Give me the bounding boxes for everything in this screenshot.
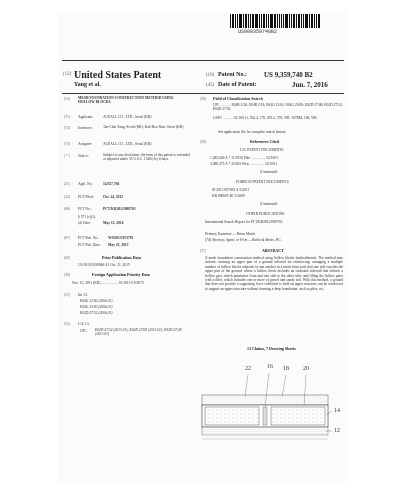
barcode-bar — [263, 14, 265, 28]
pct-pub-no: WO2013/073781 — [108, 236, 134, 240]
pct-filed-label: PCT Filed: — [78, 195, 94, 199]
code-57: (57) — [200, 249, 206, 253]
patent-date: Jun. 7, 2016 — [292, 81, 328, 89]
code-10: (10) — [206, 73, 215, 78]
int-cl-row-1: E04G 21/00 (2006.01) — [80, 299, 113, 303]
hollow-blocks — [202, 405, 328, 427]
barcode — [230, 14, 320, 28]
us-ref-row-1: 1,285,646 A * 11/1918 Pike ................ 52/169.1 — [210, 156, 279, 160]
fig-label-14: 14 — [334, 408, 340, 414]
pct-no-label: PCT No.: — [78, 207, 92, 211]
barcode-bar — [243, 14, 244, 28]
abstract-title: ABSTRACT — [262, 248, 284, 253]
applicant-label: Applicant: — [78, 115, 94, 119]
code-12: (12) — [63, 72, 72, 77]
foreign-priority-title: Foreign Application Priority Data — [92, 272, 150, 277]
fig-label-22: 22 — [245, 366, 251, 372]
patent-number: US 9,359,740 B2 — [264, 71, 313, 79]
code-45: (45) — [206, 83, 215, 88]
appl-no-value: 14/357,766 — [103, 182, 120, 186]
pct-pub-no-label: PCT Pub. No.: — [78, 236, 100, 240]
code-65: (65) — [64, 256, 70, 260]
document-title: United States Patent — [74, 70, 162, 81]
continued-1: (Continued) — [260, 170, 278, 174]
us-cl-label: U.S. Cl. — [78, 322, 90, 326]
code-51: (51) — [64, 293, 70, 297]
us-patent-docs-title: U.S. PATENT DOCUMENTS — [240, 148, 284, 152]
code-notice: ( * ) — [64, 154, 70, 158]
barcode-bar — [268, 14, 269, 28]
foundation-layer — [202, 395, 328, 405]
barcode-bar — [285, 14, 288, 28]
other-pub-row: International Search Report for PCT/KR2012/008765. — [205, 220, 284, 224]
barcode-bar — [274, 14, 276, 28]
prior-pub-title: Prior Publication Data — [102, 255, 141, 260]
barcode-bar — [311, 14, 313, 28]
code-56: (56) — [200, 140, 206, 144]
barcode-bar — [261, 14, 262, 28]
pct-filed-value: Oct. 24, 2012 — [103, 195, 123, 199]
code-86: (86) — [64, 207, 70, 211]
invention-title: MESH FOUNDATION CONSTRUCTION METHOD USING HOLLOW BLOCKS — [78, 96, 174, 105]
barcode-bar — [232, 14, 234, 28]
barcode-number: US009359740B2 — [238, 29, 278, 35]
barcode-bar — [296, 14, 297, 28]
barcode-bar — [270, 14, 273, 28]
s371-date-label: (2) Date: — [78, 221, 91, 225]
code-21: (21) — [64, 182, 70, 186]
s371-label: § 371 (c)(1), — [78, 215, 97, 219]
field-uspc: USPC ........... 52/169.11, 562.4, 170, 293.2, 379, 505, 167RM, 168, 586 — [213, 116, 317, 120]
code-71: (71) — [64, 115, 70, 119]
barcode-bar — [314, 14, 315, 28]
code-58: (58) — [200, 97, 206, 101]
barcode-bar — [266, 14, 267, 28]
pct-no-value: PCT/KR2012/008765 — [103, 207, 136, 211]
foreign-row-1: JP 2011-097693 A 5/2011 — [212, 188, 250, 192]
pct-pub-date-label: PCT Pub. Date: — [78, 243, 101, 247]
barcode-bar — [250, 14, 251, 28]
applicant-value: ACEALL CO., LTD., Seoul (KR) — [103, 115, 152, 119]
int-cl-row-2: E04G 23/00 (2006.01) — [80, 305, 113, 309]
date-label: Date of Patent: — [218, 82, 257, 88]
int-cl-label: Int. Cl. — [78, 293, 89, 297]
header-rule-top — [62, 60, 344, 61]
barcode-bar — [293, 14, 295, 28]
barcode-bar — [309, 14, 310, 28]
barcode-bar — [239, 14, 242, 28]
code-87: (87) — [64, 236, 70, 240]
code-52: (52) — [64, 322, 70, 326]
s371-date: May 12, 2014 — [103, 221, 124, 225]
barcode-bar — [305, 14, 308, 28]
attorney: (74) Attorney, Agent, or Firm — Rabin & Berdo, P.C. — [205, 238, 282, 242]
foreign-row-2: KR 890605 B1 3/2009 — [212, 194, 245, 198]
abstract-text: A mesh foundation construction method using hollow blocks (embodiment). The method may include: forming an upper part of a ground selected for reinforcing; arranging a multiple number of hollow blocks adjacent to one another in a mesh form such that one side touches the upper part of the ground, where a hollow block includes an outboard sidewall that defines a hollow part, which penetrates from and one side to the other side; and filling the hollow parts with a filler, which includes one or more of gravel and sandy soil. With this method, a ground that does not provide a supporting force sufficient to hold an upper structure can be reinforced to support an upper structure without forming a deep foundation, such as piles, etc. — [205, 256, 343, 291]
barcode-bar — [245, 14, 247, 28]
fig-label-20: 20 — [303, 366, 309, 372]
cpc-value: E02D 27/32 (2013.01); E02D 27/08 (2013.01); E02D 27/28 (2013.01) — [95, 328, 182, 337]
barcode-bar — [301, 14, 302, 28]
assignee-value: ACEALL CO., LTD., Seoul (KR) — [103, 142, 152, 146]
barcode-bar — [303, 14, 304, 28]
code-54: (54) — [64, 97, 70, 101]
primary-examiner: Primary Examiner — Brian Mattei — [205, 232, 256, 236]
priority-row: Nov. 15, 2011 (KR) .................. 10-2011-0118573 — [72, 281, 144, 285]
pct-pub-date: May 23, 2013 — [108, 243, 129, 247]
barcode-bar — [255, 14, 258, 28]
barcode-bar — [237, 14, 238, 28]
int-cl-row-3: E02D 27/32 (2006.01) — [80, 311, 113, 315]
barcode-bar — [279, 14, 280, 28]
field-search-title: Field of Classification Search — [213, 96, 263, 101]
claims-summary: 13 Claims, 7 Drawing Sheets — [247, 346, 296, 351]
barcode-bar — [291, 14, 292, 28]
ground-layer — [202, 427, 328, 439]
barcode-bar — [283, 14, 284, 28]
barcode-bar — [289, 14, 290, 28]
barcode-bar — [316, 14, 317, 28]
code-72: (72) — [64, 126, 70, 130]
fig-label-18: 18 — [283, 366, 289, 372]
field-cpc: CPC ........... E04B 2/26; E04B 2/18; E04G 21/02; E04G 23/00; E02D 27/08; E02D 27/32; E02D 27/34 — [213, 103, 343, 112]
inventors-label: Inventors: — [78, 126, 93, 130]
barcode-bar — [318, 14, 320, 28]
foreign-docs-title: FOREIGN PATENT DOCUMENTS — [236, 180, 289, 184]
patent-no-label: Patent No.: — [218, 72, 247, 78]
inventors-value: Tae-Chul Yang, Seoul (KR); Kab-Boo Kim, Seoul (KR) — [103, 125, 184, 129]
continued-2: (Continued) — [260, 202, 278, 206]
barcode-bar — [281, 14, 283, 28]
inventors-short: Yang et al. — [74, 82, 101, 88]
assignee-label: Assignee: — [78, 142, 93, 146]
cpc-label: CPC — [80, 329, 87, 333]
prior-pub-row: US 2015/0330066 A1 Oct. 21, 2015 — [78, 263, 130, 267]
barcode-bar — [235, 14, 236, 28]
refs-cited-title: References Cited — [250, 139, 279, 144]
mesh-foundation-figure — [200, 365, 345, 455]
fig-label-16: 16 — [267, 364, 273, 370]
barcode-bar — [230, 14, 231, 28]
field-note: See application file for complete search history. — [218, 130, 287, 134]
code-73: (73) — [64, 142, 70, 146]
header-rule-bottom — [62, 93, 344, 94]
fig-label-12: 12 — [334, 428, 340, 434]
us-ref-row-2: 3,086,375 A * 4/1963 Weir ................ 52/169.1 — [210, 162, 278, 166]
barcode-bar — [248, 14, 249, 28]
barcode-bar — [252, 14, 254, 28]
appl-no-label: Appl. No.: — [78, 182, 94, 186]
notice-value: Subject to any disclaimer, the term of this patent is extended or adjusted under 35 U.S.C. 154(b) by 0 days. — [103, 153, 190, 162]
other-pubs-title: OTHER PUBLICATIONS — [246, 212, 285, 216]
code-22: (22) — [64, 195, 70, 199]
code-30: (30) — [64, 273, 70, 277]
barcode-bar — [259, 14, 260, 28]
notice-label: Notice: — [78, 154, 89, 158]
barcode-bar — [277, 14, 278, 28]
barcode-bar — [298, 14, 300, 28]
